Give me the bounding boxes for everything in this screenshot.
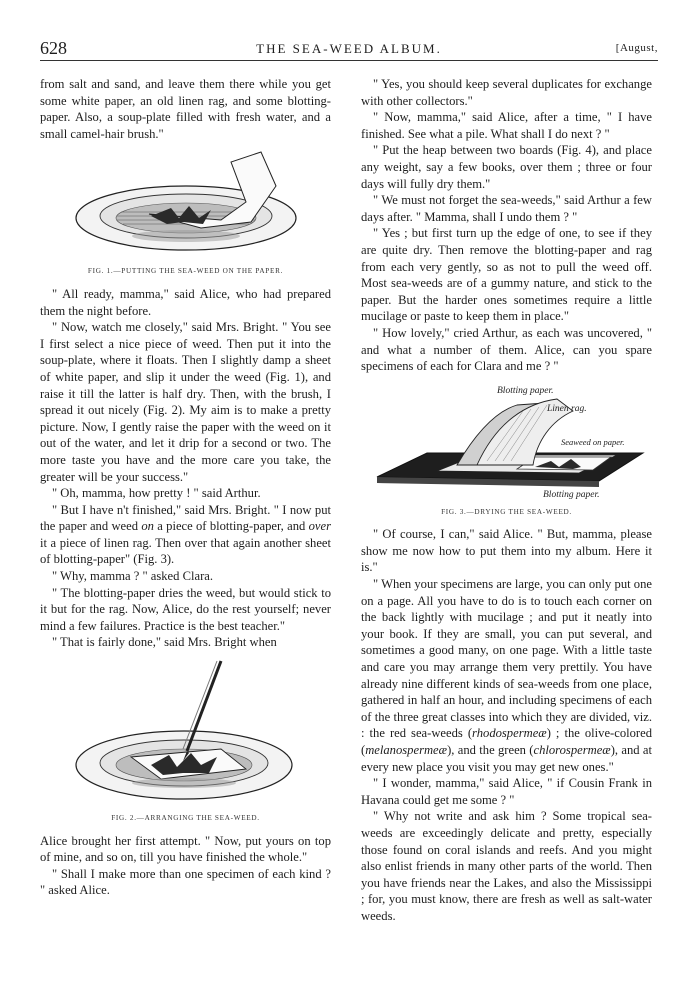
page-number: 628 [40,38,67,58]
text-run: ), and at every new place you visit you may get new ones." [361,743,652,774]
running-month: [August, [615,42,658,54]
italic-word: on [141,519,154,534]
paragraph: " Why not write and ask him ? Some tropical sea-weeds are exceedingly delicate and pretty, especially those found on coral islands and reefs. And you might also enlist friends in many other parts of the world. Then you have friends near the Lakes, and also the Mississippi ; for, you must know, there are fresh as well as salt-water weeds. [361,809,652,923]
paragraph: Alice brought her first attempt. " Now, put yours on top of mine, and so on, till you have finished the whole." [40,833,331,865]
paragraph: " Now, mamma," said Alice, after a time, " I have finished. See what a pile. What shall I do next ? " [361,110,652,141]
paragraph: from salt and sand, and leave them there while you get some white paper, an old linen rag, and some blotting-paper. Also, a soup-plate filled with fresh water, and a small camel-hair brush." [40,77,331,141]
paragraph: " The blotting-paper dries the weed, but would stick to it but for the rag. Now, Alice, do the rest yourself; never mind a few failures. Practice is the best teacher." [40,585,331,633]
paragraph: " How lovely," cried Arthur, as each was uncovered, " and what a number of them. Alice, can you spare specimens of each for Clara and me ? " [361,325,652,374]
figure-3-caption: FIG. 3.—DRYING THE SEA-WEED. [441,507,572,516]
paragraph: " Put the heap between two boards (Fig. 4), and place any weight, say a few books, over them ; three or four days will fully dry them." [361,143,652,191]
paragraph: " Yes, you should keep several duplicates for exchange with other collectors." [361,77,652,108]
brush-illustration [71,657,301,807]
right-column [361,76,652,925]
soup-plate-illustration [71,148,301,260]
label-blotting-top: Blotting paper. [496,385,553,396]
paragraph: " I wonder, mamma," said Alice, " if Cousin Frank in Havana could get me some ? " [361,776,652,807]
figure-2 [40,657,331,827]
paragraph: " Shall I make more than one specimen of each kind ? " asked Alice. [40,866,331,898]
paragraph: " All ready, mamma," said Alice, who had prepared them the night before. [40,286,331,318]
italic-word: chlorospermeæ [533,743,611,757]
label-seaweed: Seaweed on paper. [560,436,625,447]
figure-3 [361,381,652,521]
drying-stack-illustration [367,381,647,501]
running-header [40,38,658,61]
running-title: THE SEA-WEED ALBUM. [256,41,442,56]
text-run: it a piece of linen rag. Then over that again another sheet of blotting-paper" (Fig. 3). [40,535,331,567]
paragraph: " Why, mamma ? " asked Clara. [52,569,214,584]
text-run: " But I have n't finished," said Mrs. Bright. " I now put the paper and weed [40,502,331,534]
figure-1-caption: FIG. 1.—PUTTING THE SEA-WEED ON THE PAPER. [87,267,284,276]
paragraph [40,502,331,568]
text-run: ) ; the olive-colored ( [361,726,653,757]
paragraph: " We must not forget the sea-weeds," said Arthur a few days after. " Mamma, shall I undo them ? " [361,193,652,224]
paragraph: " Yes ; but first turn up the edge of one, to see if they are quite dry. Then remove the blotting-paper and rag from each very gently, so as not to pull the weed off. Most sea-weeds are of a gummy nature, and stick to the paper. But the harder ones sometimes require a little mucilage or paste to keep them in place." [361,226,652,324]
text-run: a piece of blotting-paper, and [153,519,309,534]
italic-word: rhodospermeæ [472,726,547,741]
paragraph: " Oh, mamma, how pretty ! " said Arthur. [52,486,261,501]
paragraph: " That is fairly done," said Mrs. Bright when [52,635,277,650]
text-run: " When your specimens are large, you can only put one on a page. All you have to do is to touch each corner on the back lightly with mucilage ; and put it neatly into your book. If they are small, you can put several, and sometimes a good many, on one page. With a little taste and care you may arrange them very prettily. You have already nine different kinds of sea-weeds from one place, gathered in half an hour, and including specimens of each of the three great classes into which they are divided, viz. : the red sea-weeds ( [361,577,652,741]
figure-2-caption: FIG. 2.—ARRANGING THE SEA-WEED. [111,814,260,823]
italic-word: melanospermeæ [365,743,448,757]
paragraph [361,576,652,775]
label-blotting-bottom: Blotting paper. [542,489,599,500]
italic-word: over [308,519,331,534]
text-run: ), and the green ( [447,743,534,757]
left-column [40,76,331,899]
figure-1 [40,148,331,280]
paragraph: " Of course, I can," said Alice. " But, mamma, please show me now how to put them into my album. Here it is." [361,527,652,575]
paragraph: " Now, watch me closely," said Mrs. Bright. " You see I first select a nice piece of weed. Then put it into the soup-plate, where it floats. Then I slightly damp a sheet of white paper, and slip it under the weed (Fig. 1), and raise it till the latter is half dry. Then, with the brush, I spread it out nicely (Fig. 2). My aim is to make a pretty picture. Now, I gently raise the paper with the weed on it out of the water, and let it drip for a second or two. The more taste you have and the more care you take, the greater will be your success." [40,320,331,484]
label-linen: Linen rag. [546,403,587,414]
